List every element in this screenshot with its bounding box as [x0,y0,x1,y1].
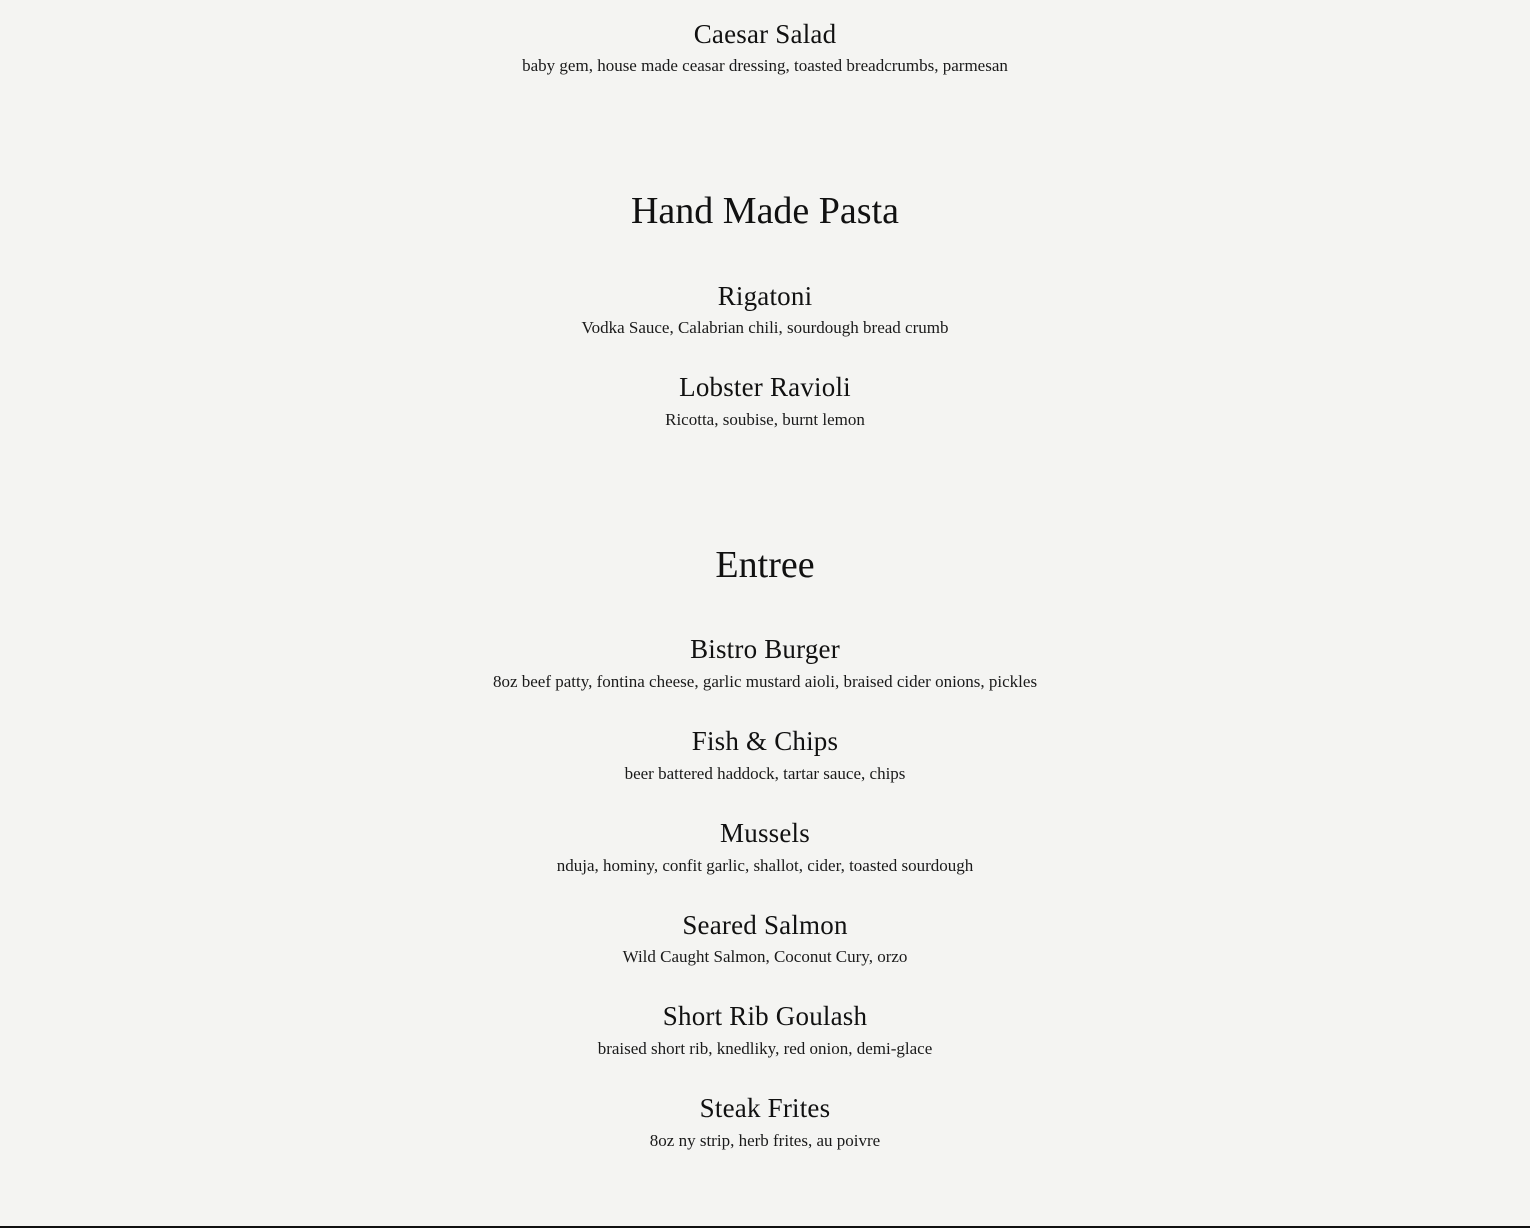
menu-item-name: Bistro Burger [690,634,840,664]
menu-item-description: Wild Caught Salmon, Coconut Cury, orzo [622,947,908,966]
menu-item-name: Fish & Chips [691,726,839,756]
menu-item-description: beer battered haddock, tartar sauce, chips [624,764,906,783]
menu-item-name: Steak Frites [699,1093,831,1123]
menu-item-description: Ricotta, soubise, burnt lemon [665,410,865,429]
menu-item-description: braised short rib, knedliky, red onion, demi-glace [597,1039,933,1058]
menu-item-name: Lobster Ravioli [679,372,851,402]
section-title-entree: Entree [715,544,815,586]
menu-item-description: baby gem, house made ceasar dressing, toasted breadcrumbs, parmesan [522,56,1008,75]
menu-item-name: Mussels [720,818,810,848]
menu-item-name: Short Rib Goulash [662,1001,868,1031]
menu-item-name: Rigatoni [717,281,813,311]
section-title-pasta: Hand Made Pasta [630,190,900,232]
menu-item-description: 8oz beef patty, fontina cheese, garlic mustard aioli, braised cider onions, pickles [492,672,1038,691]
menu-item-name: Seared Salmon [682,910,848,940]
menu-item-description: 8oz ny strip, herb frites, au poivre [649,1131,881,1150]
menu-item-description: Vodka Sauce, Calabrian chili, sourdough bread crumb [581,318,949,337]
menu-item-name: Caesar Salad [693,19,837,49]
menu-item-description: nduja, hominy, confit garlic, shallot, cider, toasted sourdough [556,856,974,875]
